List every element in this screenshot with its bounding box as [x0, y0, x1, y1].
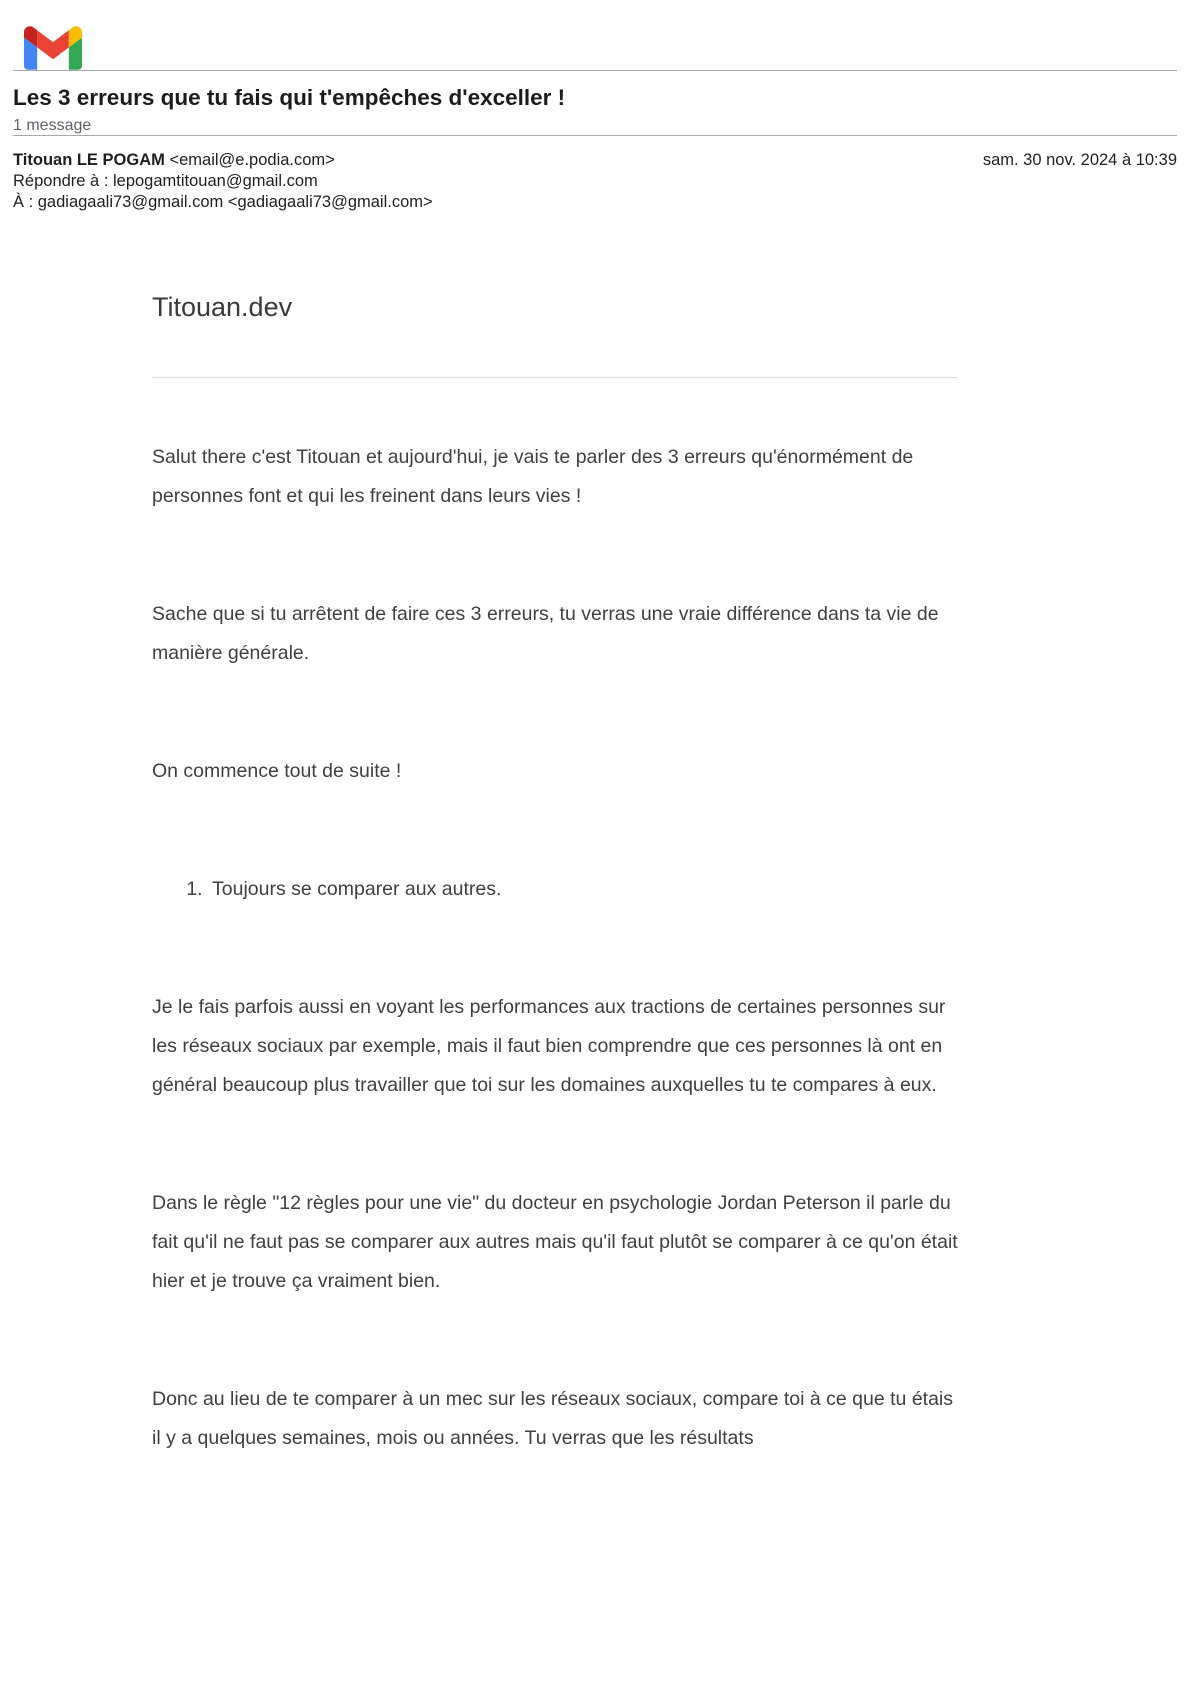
- email-body: [152, 291, 958, 1457]
- from-line: [13, 150, 433, 171]
- email-paragraph: Donc au lieu de te comparer à un mec sur les réseaux sociaux, compare toi à ce que tu étais il y a quelques semaines, mois ou années. Tu verras que les résultats: [152, 1387, 954, 1449]
- gmail-logo-middle-m: [37, 30, 69, 59]
- header-top-divider: [13, 70, 1177, 71]
- email-paragraph: Dans le règle "12 règles pour une vie" du docteur en psychologie Jordan Peterson il parle du fait qu'il ne faut pas se comparer aux autres mais qu'il faut plutôt se comparer à ce qu'on était hier et je trouve ça vraiment bien.: [152, 1191, 958, 1292]
- message-meta: [13, 150, 1177, 213]
- message-meta-left: [13, 150, 433, 213]
- message-date: sam. 30 nov. 2024 à 10:39: [982, 151, 1177, 170]
- gmail-logo-icon: [24, 26, 82, 70]
- email-paragraph: Je le fais parfois aussi en voyant les performances aux tractions de certaines personnes sur les réseaux sociaux par exemple, mais il faut bien comprendre que ces personnes là ont en général beaucoup plus travailler que toi sur les domaines auxquelles tu te compares à eux.: [152, 995, 946, 1096]
- sender-email: <email@e.podia.com>: [169, 151, 335, 170]
- email-paragraph: Salut there c'est Titouan et aujourd'hui, je vais te parler des 3 erreurs qu'énormément de personnes font et qui les freinent dans leurs vies !: [152, 445, 914, 507]
- numbered-list: [152, 870, 958, 909]
- header-bottom-divider: [13, 135, 1177, 136]
- sender-name: Titouan LE POGAM: [13, 151, 165, 170]
- email-body-divider: [152, 377, 958, 378]
- gmail-logo: [24, 26, 1177, 70]
- email-brand-title: Titouan.dev: [152, 292, 293, 323]
- reply-to-line: Répondre à : lepogamtitouan@gmail.com: [13, 172, 318, 191]
- email-paragraph: On commence tout de suite !: [152, 759, 402, 782]
- email-paragraph: Sache que si tu arrêtent de faire ces 3 erreurs, tu verras une vraie différence dans ta vie de manière générale.: [152, 602, 939, 664]
- recipient-line: À : gadiagaali73@gmail.com <gadiagaali73@gmail.com>: [13, 193, 433, 212]
- list-item: 1. Toujours se comparer aux autres.: [208, 870, 958, 909]
- message-count: 1 message: [13, 117, 92, 135]
- gmail-print-page: [0, 26, 1190, 1458]
- email-subject: Les 3 erreurs que tu fais qui t'empêches d'exceller !: [13, 85, 566, 110]
